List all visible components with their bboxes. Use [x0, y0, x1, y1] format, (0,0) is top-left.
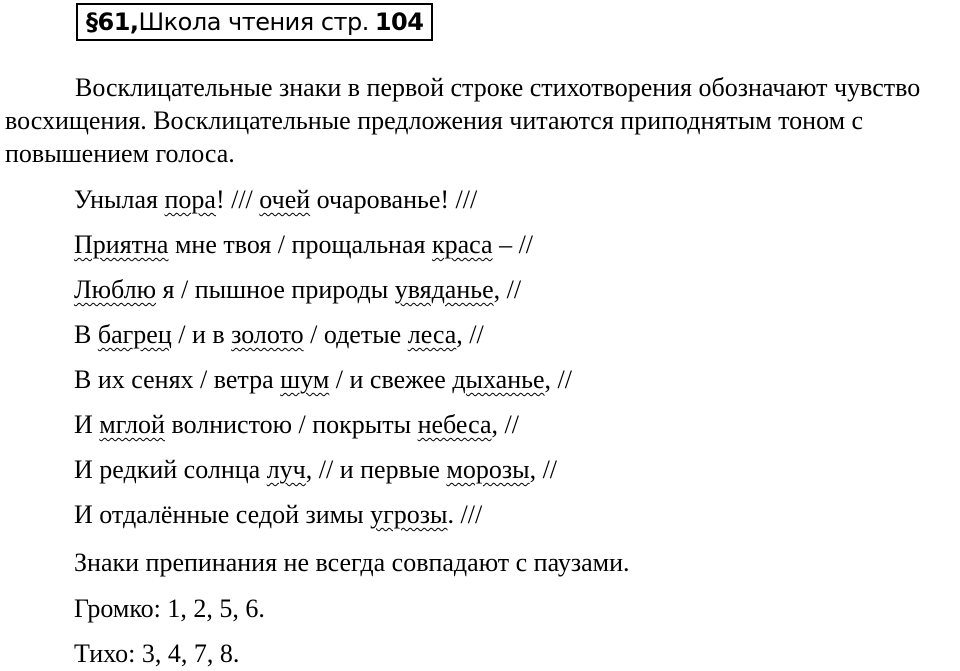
poem-text: . ///: [447, 500, 483, 529]
poem-text: – //: [492, 230, 534, 259]
stressed-word: луч: [266, 455, 306, 484]
poem-text: , //: [491, 410, 519, 439]
poem-text: , //: [456, 320, 484, 349]
poem-line: [74, 410, 519, 440]
poem-text: , //: [544, 365, 572, 394]
stressed-word: увяданье: [394, 275, 494, 304]
stressed-word: Люблю: [74, 275, 157, 304]
poem-line: [74, 365, 572, 395]
poem-text: ! ///: [215, 185, 260, 214]
stressed-word: багрец: [97, 320, 172, 349]
poem-text: я / пышное природы: [156, 275, 395, 304]
poem-line: [74, 185, 477, 215]
punctuation-note: Знаки препинания не всегда совпадают с паузами.: [74, 548, 630, 577]
poem-text: волнистою / покрыты: [164, 410, 418, 439]
stressed-word: пора: [164, 185, 216, 214]
poem-text: , // и первые: [305, 455, 447, 484]
poem-text: / и в: [171, 320, 232, 349]
stressed-word: золото: [231, 320, 304, 349]
poem-line: [74, 275, 521, 305]
stressed-word: леса: [407, 320, 457, 349]
stressed-word: Приятна: [74, 230, 169, 259]
poem-text: Унылая: [74, 185, 165, 214]
poem-text: , //: [493, 275, 522, 304]
poem-text: , //: [529, 455, 558, 484]
stressed-word: угрозы: [370, 500, 448, 529]
poem-text: И редкий солнца: [74, 455, 267, 484]
stressed-word: дыханье: [452, 365, 545, 394]
poem-line: [74, 320, 484, 350]
poem-text: В их сенях / ветра: [74, 365, 281, 394]
stressed-word: мглой: [99, 410, 165, 439]
stressed-word: небеса: [417, 410, 492, 439]
section-title: Школа чтения стр.: [138, 8, 369, 36]
poem-line: [74, 500, 482, 530]
intro-paragraph: Восклицательные знаки в первой строке стихотворения обозначают чувство восхищения. Восклицательные предложения читаются приподнятым тоном с повышением голоса.: [5, 73, 921, 168]
page-number: 104: [374, 8, 424, 36]
stressed-word: очей: [259, 185, 311, 214]
poem-text: И: [74, 410, 100, 439]
section-number: §61,: [86, 8, 139, 36]
section-header: [76, 3, 433, 41]
poem-line: [74, 455, 557, 485]
stressed-word: морозы: [446, 455, 530, 484]
poem-text: очарованье! ///: [310, 185, 478, 214]
quiet-lines-note: Тихо: 3, 4, 7, 8.: [74, 639, 240, 668]
stressed-word: шум: [280, 365, 330, 394]
poem-text: В: [74, 320, 98, 349]
poem-text: И отдалённые седой зимы: [74, 500, 371, 529]
poem-text: / одетые: [303, 320, 408, 349]
poem-line: [74, 230, 533, 260]
poem-text: / и свежее: [329, 365, 453, 394]
poem-text: мне твоя / прощальная: [168, 230, 432, 259]
stressed-word: краса: [431, 230, 493, 259]
loud-lines-note: Громко: 1, 2, 5, 6.: [74, 594, 265, 623]
